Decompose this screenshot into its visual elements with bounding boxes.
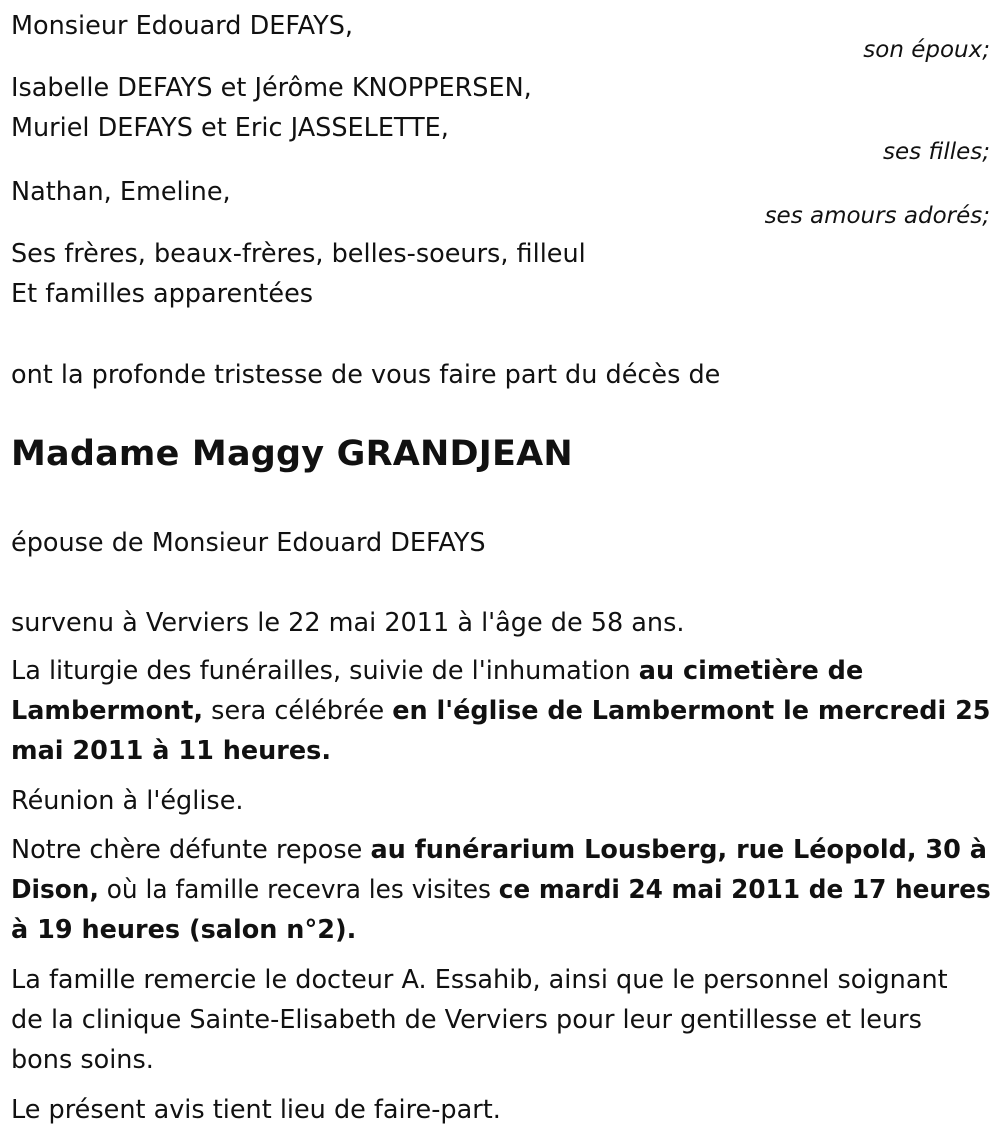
spouse-line: épouse de Monsieur Edouard DEFAYS	[11, 528, 486, 558]
grandchildren: Nathan, Emeline,	[11, 177, 231, 207]
visitation-date: ce mardi 24 mai 2011 de 17 heures	[498, 875, 991, 905]
siblings: Ses frères, beaux-frères, belles-soeurs, filleul	[11, 239, 586, 269]
closing-note: Le présent avis tient lieu de faire-part.	[11, 1095, 501, 1125]
funeral-text: sera célébrée	[203, 696, 393, 726]
daughters-relation: ses filles;	[883, 139, 990, 165]
church-date: en l'église de Lambermont le mercredi 25	[392, 696, 991, 726]
thanks-line-3: bons soins.	[11, 1045, 154, 1075]
visitation-line-2	[11, 875, 991, 905]
cemetery: au cimetière de	[638, 656, 864, 686]
visitation-line-3	[11, 915, 357, 945]
church-time: mai 2011 à 11 heures.	[11, 736, 332, 766]
death-info: survenu à Verviers le 22 mai 2011 à l'âge de 58 ans.	[11, 608, 685, 638]
thanks-line-1: La famille remercie le docteur A. Essahib, ainsi que le personnel soignant	[11, 965, 948, 995]
husband-name: Monsieur Edouard DEFAYS,	[11, 11, 353, 41]
funeral-line-2	[11, 696, 991, 726]
funeral-text: La liturgie des funérailles, suivie de l'inhumation	[11, 656, 639, 686]
visitation-text: Notre chère défunte repose	[11, 835, 371, 865]
funeral-home: au funérarium Lousberg, rue Léopold, 30 à	[370, 835, 987, 865]
funeral-line-1	[11, 656, 864, 686]
funeral-line-3	[11, 736, 332, 766]
grandchildren-relation: ses amours adorés;	[764, 203, 990, 229]
deceased-name: Madame Maggy GRANDJEAN	[11, 434, 573, 474]
daughter-2: Muriel DEFAYS et Eric JASSELETTE,	[11, 113, 449, 143]
visitation-line-1	[11, 835, 987, 865]
visitation-time: à 19 heures (salon n°2).	[11, 915, 357, 945]
relatives: Et familles apparentées	[11, 279, 314, 309]
funeral-home-city: Dison,	[11, 875, 99, 905]
intro-sentence: ont la profonde tristesse de vous faire part du décès de	[11, 360, 721, 390]
cemetery-place: Lambermont,	[11, 696, 204, 726]
meeting-info: Réunion à l'église.	[11, 786, 244, 816]
thanks-line-2: de la clinique Sainte-Elisabeth de Verviers pour leur gentillesse et leurs	[11, 1005, 922, 1035]
daughter-1: Isabelle DEFAYS et Jérôme KNOPPERSEN,	[11, 73, 532, 103]
visitation-text: où la famille recevra les visites	[98, 875, 499, 905]
husband-relation: son époux;	[863, 37, 990, 63]
